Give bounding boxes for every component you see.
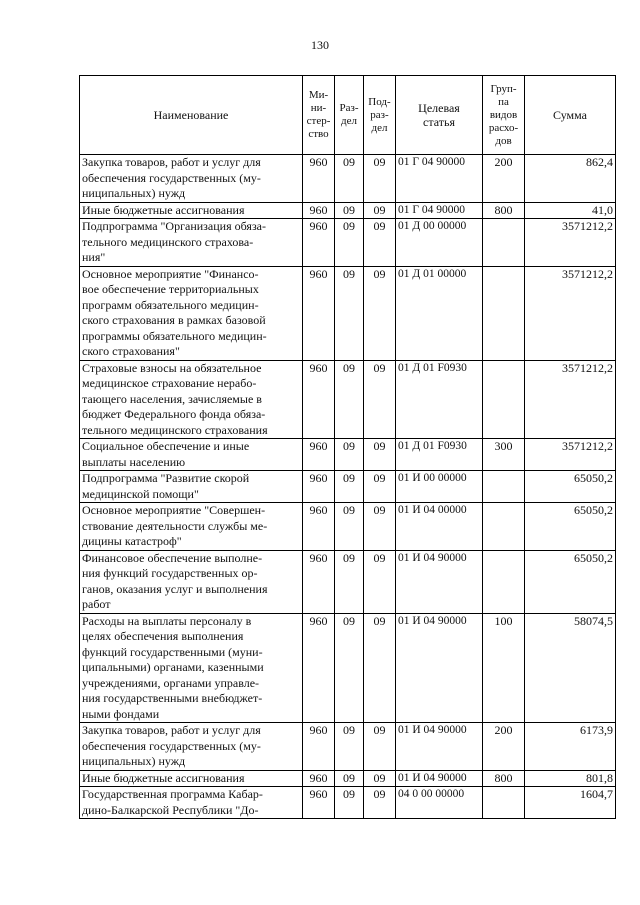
row-section: 09: [335, 723, 364, 771]
row-subsection: 09: [364, 219, 396, 267]
header-name: Наименование: [80, 76, 303, 155]
row-name: Основное мероприятие "Совершен- ствование деятельности службы ме- дицины катастроф": [80, 503, 303, 551]
row-ministry: 960: [303, 787, 335, 819]
row-section: 09: [335, 787, 364, 819]
row-ministry: 960: [303, 439, 335, 471]
row-section: 09: [335, 219, 364, 267]
row-target-article: 01 Д 01 F0930: [396, 360, 483, 439]
row-expense-group: 300: [483, 439, 525, 471]
row-target-article: 01 И 04 00000: [396, 503, 483, 551]
row-ministry: 960: [303, 471, 335, 503]
row-sum: 65050,2: [525, 471, 616, 503]
row-name: Социальное обеспечение и иные выплаты населению: [80, 439, 303, 471]
row-name: Закупка товаров, работ и услуг для обеспечения государственных (му- ниципальных) нужд: [80, 723, 303, 771]
row-sum: 801,8: [525, 770, 616, 787]
table-row: [80, 503, 616, 551]
row-sum: 3571212,2: [525, 360, 616, 439]
row-section: 09: [335, 439, 364, 471]
row-expense-group: 800: [483, 770, 525, 787]
row-expense-group: [483, 503, 525, 551]
row-target-article: 01 Д 01 F0930: [396, 439, 483, 471]
row-expense-group: 100: [483, 613, 525, 723]
row-expense-group: 800: [483, 202, 525, 219]
row-name: Подпрограмма "Развитие скорой медицинской помощи": [80, 471, 303, 503]
row-subsection: 09: [364, 723, 396, 771]
header-sum: Сумма: [525, 76, 616, 155]
row-subsection: 09: [364, 202, 396, 219]
row-target-article: 01 И 00 00000: [396, 471, 483, 503]
row-ministry: 960: [303, 266, 335, 360]
row-name: Страховые взносы на обязательное медицинское страхование нерабо- тающего населения, зачисляемые в бюджет Федерального фонда обяза- тельного медицинского страхования: [80, 360, 303, 439]
row-sum: 65050,2: [525, 550, 616, 613]
table-row: [80, 787, 616, 819]
row-sum: 6173,9: [525, 723, 616, 771]
row-subsection: 09: [364, 471, 396, 503]
row-sum: 862,4: [525, 155, 616, 203]
row-section: 09: [335, 202, 364, 219]
table-body: [80, 155, 616, 819]
row-subsection: 09: [364, 439, 396, 471]
row-target-article: 01 Г 04 90000: [396, 202, 483, 219]
table-row: [80, 360, 616, 439]
table-row: [80, 219, 616, 267]
row-sum: 41,0: [525, 202, 616, 219]
row-target-article: 01 Д 00 00000: [396, 219, 483, 267]
row-sum: 58074,5: [525, 613, 616, 723]
row-ministry: 960: [303, 503, 335, 551]
header-section: Раз- дел: [335, 76, 364, 155]
row-expense-group: [483, 266, 525, 360]
row-sum: 3571212,2: [525, 219, 616, 267]
row-target-article: 04 0 00 00000: [396, 787, 483, 819]
table-row: [80, 202, 616, 219]
row-ministry: 960: [303, 723, 335, 771]
row-subsection: 09: [364, 613, 396, 723]
row-ministry: 960: [303, 202, 335, 219]
table-row: [80, 550, 616, 613]
row-ministry: 960: [303, 613, 335, 723]
row-ministry: 960: [303, 550, 335, 613]
table-row: [80, 770, 616, 787]
page-number: 130: [311, 38, 329, 52]
row-subsection: 09: [364, 503, 396, 551]
row-sum: 3571212,2: [525, 266, 616, 360]
table-row: [80, 155, 616, 203]
row-name: Иные бюджетные ассигнования: [80, 770, 303, 787]
row-target-article: 01 Г 04 90000: [396, 155, 483, 203]
row-name: Закупка товаров, работ и услуг для обеспечения государственных (му- ниципальных) нужд: [80, 155, 303, 203]
row-expense-group: 200: [483, 155, 525, 203]
row-subsection: 09: [364, 155, 396, 203]
table-row: [80, 471, 616, 503]
row-section: 09: [335, 155, 364, 203]
header-target-article: Целевая статья: [396, 76, 483, 155]
row-target-article: 01 И 04 90000: [396, 613, 483, 723]
row-expense-group: [483, 219, 525, 267]
row-subsection: 09: [364, 266, 396, 360]
row-target-article: 01 И 04 90000: [396, 550, 483, 613]
row-ministry: 960: [303, 155, 335, 203]
row-expense-group: [483, 360, 525, 439]
row-section: 09: [335, 360, 364, 439]
row-section: 09: [335, 613, 364, 723]
row-name: Расходы на выплаты персоналу в целях обеспечения выполнения функций государственными (муни- ципальными) органами, казенными учреждениями, органами управле- ния государственными внебюджет- ными фондами: [80, 613, 303, 723]
row-expense-group: [483, 787, 525, 819]
row-section: 09: [335, 770, 364, 787]
row-target-article: 01 И 04 90000: [396, 723, 483, 771]
row-section: 09: [335, 266, 364, 360]
header-row: [80, 76, 616, 155]
row-sum: 1604,7: [525, 787, 616, 819]
row-sum: 65050,2: [525, 503, 616, 551]
table-row: [80, 439, 616, 471]
row-name: Подпрограмма "Организация обяза- тельного медицинского страхова- ния": [80, 219, 303, 267]
row-expense-group: [483, 471, 525, 503]
row-section: 09: [335, 550, 364, 613]
row-name: Государственная программа Кабар- дино-Балкарской Республики "До-: [80, 787, 303, 819]
table-row: [80, 266, 616, 360]
row-ministry: 960: [303, 360, 335, 439]
row-name: Основное мероприятие "Финансо- вое обеспечение территориальных программ обязательного медицин- ского страхования в рамках базовой программы обязательного медицин- ского страхования": [80, 266, 303, 360]
table-row: [80, 613, 616, 723]
row-subsection: 09: [364, 360, 396, 439]
row-ministry: 960: [303, 219, 335, 267]
row-section: 09: [335, 471, 364, 503]
row-subsection: 09: [364, 550, 396, 613]
row-sum: 3571212,2: [525, 439, 616, 471]
row-subsection: 09: [364, 770, 396, 787]
row-ministry: 960: [303, 770, 335, 787]
header-expense-group: Груп- па видов расхо- дов: [483, 76, 525, 155]
row-target-article: 01 И 04 90000: [396, 770, 483, 787]
row-expense-group: 200: [483, 723, 525, 771]
row-expense-group: [483, 550, 525, 613]
header-subsection: Под- раз- дел: [364, 76, 396, 155]
row-subsection: 09: [364, 787, 396, 819]
row-section: 09: [335, 503, 364, 551]
row-name: Иные бюджетные ассигнования: [80, 202, 303, 219]
table-row: [80, 723, 616, 771]
row-name: Финансовое обеспечение выполне- ния функций государственных ор- ганов, оказания услуг и выполнения работ: [80, 550, 303, 613]
budget-table: [79, 75, 616, 819]
header-ministry: Ми- ни- стер- ство: [303, 76, 335, 155]
row-target-article: 01 Д 01 00000: [396, 266, 483, 360]
